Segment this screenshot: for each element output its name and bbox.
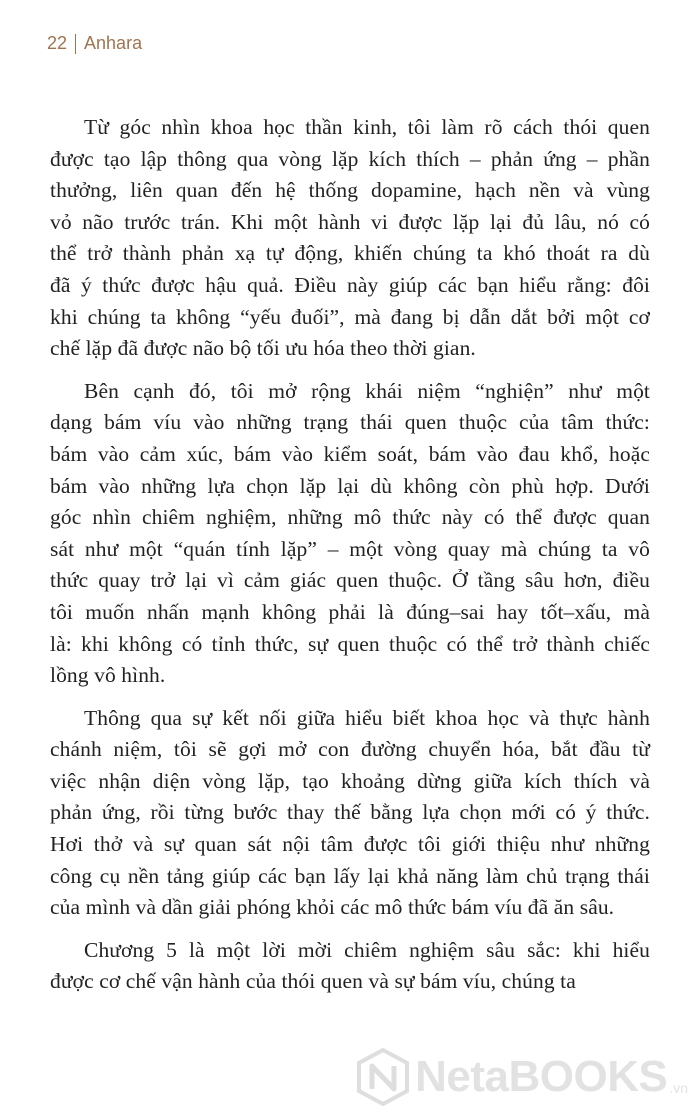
text-line: thưởng, liên quan đến hệ thống dopamine, hạch nền và vùng xyxy=(50,178,650,203)
text-line: lồng vô hình. xyxy=(50,663,166,688)
text-line: khi chúng ta không “yếu đuối”, mà đang bị dẫn dắt bởi một cơ xyxy=(50,304,650,329)
page-body xyxy=(50,112,650,1009)
text-line: Thông qua sự kết nối giữa hiểu biết khoa học và thực hành xyxy=(84,705,650,730)
netabooks-logo-icon xyxy=(357,1048,409,1106)
text-line: đã ý thức được hậu quả. Điều này giúp các bạn hiểu rằng: đôi xyxy=(50,272,650,297)
text-line: sát như một “quán tính lặp” – một vòng quay mà chúng ta vô xyxy=(50,536,650,561)
text-line: Hơi thở và sự quan sát nội tâm được tôi giới thiệu như những xyxy=(50,832,650,857)
text-line: của mình và dần giải phóng khỏi các mô thức bám víu đã ăn sâu. xyxy=(50,895,615,920)
text-line: được tạo lập thông qua vòng lặp kích thích – phản ứng – phần xyxy=(50,146,650,171)
text-line: bám vào cảm xúc, bám vào kiểm soát, bám vào đau khổ, hoặc xyxy=(50,441,650,466)
text-line: dạng bám víu vào những trạng thái quen thuộc của tâm thức: xyxy=(50,410,650,435)
text-line: được cơ chế vận hành của thói quen và sự bám víu, chúng ta xyxy=(50,969,576,994)
paragraph-1 xyxy=(50,112,650,365)
text-line: góc nhìn chiêm nghiệm, những mô thức này có thể được quan xyxy=(50,505,650,530)
text-line: thể trở thành phản xạ tự động, khiến chúng ta khó thoát ra dù xyxy=(50,241,650,266)
book-title: Anhara xyxy=(84,33,143,53)
text-line: là: khi không có tỉnh thức, sự quen thuộc có thể trở thành chiếc xyxy=(50,631,650,656)
text-line: bám vào những lựa chọn lặp lại dù không còn phù hợp. Dưới xyxy=(50,473,650,498)
text-line: vỏ não trước trán. Khi một hành vi được lặp lại đủ lâu, nó có xyxy=(50,209,650,234)
text-line: Chương 5 là một lời mời chiêm nghiệm sâu sắc: khi hiểu xyxy=(84,937,650,962)
watermark-brand: NetaBOOKS xyxy=(415,1052,668,1101)
paragraph-2 xyxy=(50,376,650,692)
watermark-suffix: .vn xyxy=(669,1080,688,1096)
text-line: phản ứng, rồi từng bước thay thế bằng lựa chọn mới có ý thức. xyxy=(50,800,650,825)
text-line: chánh niệm, tôi sẽ gợi mở con đường chuyển hóa, bắt đầu từ xyxy=(50,737,650,762)
header-divider xyxy=(75,34,76,54)
text-line: Từ góc nhìn khoa học thần kinh, tôi làm rõ cách thói quen xyxy=(84,115,650,139)
paragraph-4 xyxy=(50,935,650,998)
text-line: thức quay trở lại vì cảm giác quen thuộc. Ở tầng sâu hơn, điều xyxy=(50,568,650,593)
text-line: công cụ nền tảng giúp các bạn lấy lại khả năng làm chủ trạng thái xyxy=(50,863,650,888)
text-line: Bên cạnh đó, tôi mở rộng khái niệm “nghiện” như một xyxy=(84,378,650,403)
text-line: tôi muốn nhấn mạnh không phải là đúng–sai hay tốt–xấu, mà xyxy=(50,599,650,624)
paragraph-3 xyxy=(50,703,650,924)
running-head xyxy=(47,33,142,54)
text-line: chế lặp đã được não bộ tối ưu hóa theo thời gian. xyxy=(50,336,476,361)
page-number: 22 xyxy=(47,33,68,53)
text-line: việc nhận diện vòng lặp, tạo khoảng dừng giữa kích thích và xyxy=(50,768,650,793)
watermark xyxy=(357,1048,688,1106)
